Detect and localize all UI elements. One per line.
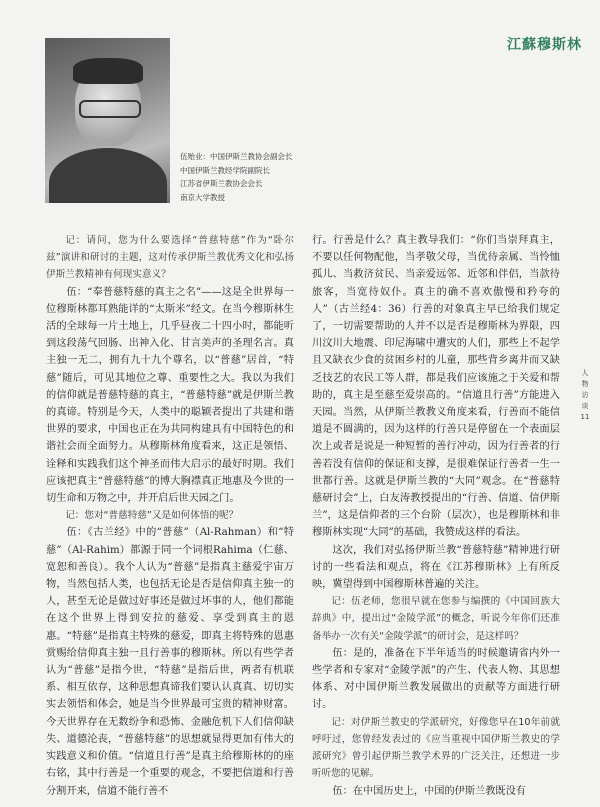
photo-glasses: [79, 100, 141, 118]
answer-paragraph: 行。行善是什么？真主教导我们：“你们当崇拜真主，不要以任何物配他，当孝敬父母，当优待亲属、当怜恤孤儿、当救济贫民、当亲爱远邻、近邻和伴侣，当款待旅客，当宽待奴仆。真主的确不喜欢傲慢和矜夸的人”（古兰经4：36）行善的对象真主早已给我们规定了，一切需要帮助的人并不以是否是穆斯林为界限，四川汶川大地震、印尼海啸中遭灾的人们，那些上不起学且又缺衣少食的贫困乡村的儿童，那些背乡离井而又缺乏技艺的农民工等人群，都是我们应该施之于关爱和帮助的，真主是至慈至爱崇高的。“信道且行善”方能进入天园。当然，从伊斯兰教教义角度来看，行善而不能信道是不圆满的，因为这样的行善只是停留在一个表面层次上或者是说是一种短暂的善行冲动，因为行善者的行善若没有信仰的保证和支撑，是很难保证行善者一生一世都行善。这就是伊斯兰教的“大同”观念。在“普慈特慈研讨会”上，白友涛教授提出的“行善、信道、信伊斯兰”，这是信仰者的三个台阶（层次），也是穆斯林和非穆斯林实现“大同”的基础，我赞成这样的看法。: [312, 235, 560, 539]
author-bio: [180, 150, 440, 204]
answer-paragraph: 伍：“奉普慈特慈的真主之名”——这是全世界每一位穆斯林都耳熟能详的“太斯米”经文。在当今穆斯林生活的全球每一片土地上，几乎昼夜二十四小时，都能听到这段荡气回肠、出神入化、甘言美声的圣理名言。真主独一无二，拥有九十九个尊名，以“普慈”居首，“特慈”随后，可见其地位之尊、重要性之大。我以为我们的信仰就是普慈特慈的真主，“普慈特慈”就是伊斯兰教的真谛。特别是今天，人类中的聪颖者提出了共建和谐世界的要求，中国也正在为共同构建具有中国特色的和谐社会而全面努力。从穆斯林角度看来，这正是领悟、诠释和实践我们这个神圣而伟大启示的最好时期。我们应该把真主“普慈特慈”的博大胸襟真正地惠及今世的一切生命和万物之中，并开启后世天园之门。: [46, 286, 294, 505]
bio-line: 南京大学教授: [180, 192, 225, 202]
bio-line: 伍贻业：中国伊斯兰教协会副会长: [180, 152, 293, 161]
answer-paragraph: 这次，我们对弘扬伊斯兰教“普慈特慈”精神进行研讨的一些看法和观点，将在《江苏穆斯林》上有所反映，冀望得到中国穆斯林普遍的关注。: [312, 544, 560, 591]
answer-paragraph: 伍：《古兰经》中的“普慈”（Al-Rahman）和“特慈”（Al-Rahim）都源于同一个词根Rahima（仁慈、宽恕和善良）。我个人认为“普慈”是指真主慈爱宇宙万物，当然包括人类，也包括无论是否是信仰真主独一的人，甚至无论是做过好事还是做过坏事的人，他们都能在这个世界上得到安拉的慈爱、享受到真主的恩惠。“特慈”是指真主特殊的慈爱，即真主将特殊的恩惠赏赐给信仰真主独一且行善事的穆斯林。所以有些学者认为“普慈”是指今世，“特慈”是指后世，两者有机联系、相互依存，这种思想真谛我们要认认真真、切切实实去领悟和体会，她是当今世界最可宝贵的精神财富。今天世界存在无数纷争和恐怖、金融危机下人们信仰缺失、道德沦丧，“普慈特慈”的思想就显得更加有伟大的实践意义和价值。“信道且行善”是真主给穆斯林的的座右铭，其中行善是一个重要的观念，不要把信道和行善分割开来，信道不能行善不: [46, 527, 294, 797]
question-paragraph: 记：请问，您为什么要选择“普慈特慈”作为“卧尔兹”演讲和研讨的主题，这对传承伊斯兰教优秀文化和弘扬伊斯兰教精神有何现实意义？: [46, 235, 294, 281]
answer-paragraph: 伍：是的，准备在下半年适当的时候邀请省内外一些学者和专家对“金陵学派”的产生、代表人物、其思想体系、对中国伊斯兰教发展做出的贡献等方面进行研讨。: [312, 647, 560, 711]
side-label-char: 谈: [581, 402, 589, 410]
side-label-char: 物: [581, 380, 589, 388]
magazine-brand: 江蘇穆斯林: [507, 37, 582, 53]
question-paragraph: 记：您对“普慈特慈”又是如何体悟的呢？: [65, 510, 239, 522]
bio-line: 江苏省伊斯兰教协会会长: [180, 179, 263, 188]
article-column-right: [312, 232, 560, 802]
page-number: 11: [580, 413, 590, 421]
photo-shoulders: [49, 148, 167, 203]
side-label-char: 访: [581, 391, 589, 399]
side-label-char: 人: [581, 369, 589, 377]
question-paragraph: 记：对伊斯兰教史的学派研究，好像您早在10年前就呼吁过，您曾经发表过的《应当重视中国伊斯兰教史的学派研究》曾引起伊斯兰教学术界的广泛关注，还想进一步听听您的见解。: [312, 716, 560, 780]
photo-hair: [73, 58, 143, 84]
author-photo: [45, 38, 170, 203]
answer-paragraph: 伍：在中国历史上，中国的伊斯兰教既没有: [332, 785, 526, 797]
bio-line: 中国伊斯兰教经学院副院长: [180, 165, 270, 175]
section-page-label: [580, 368, 590, 423]
article-column-left: [46, 232, 294, 802]
question-paragraph: 记：伍老师，您很早就在您参与编撰的《中国回族大辞典》中，提出过“金陵学派”的概念，听说今年你们还准备举办一次有关“金陵学派”的研讨会，是这样吗？: [312, 596, 560, 642]
